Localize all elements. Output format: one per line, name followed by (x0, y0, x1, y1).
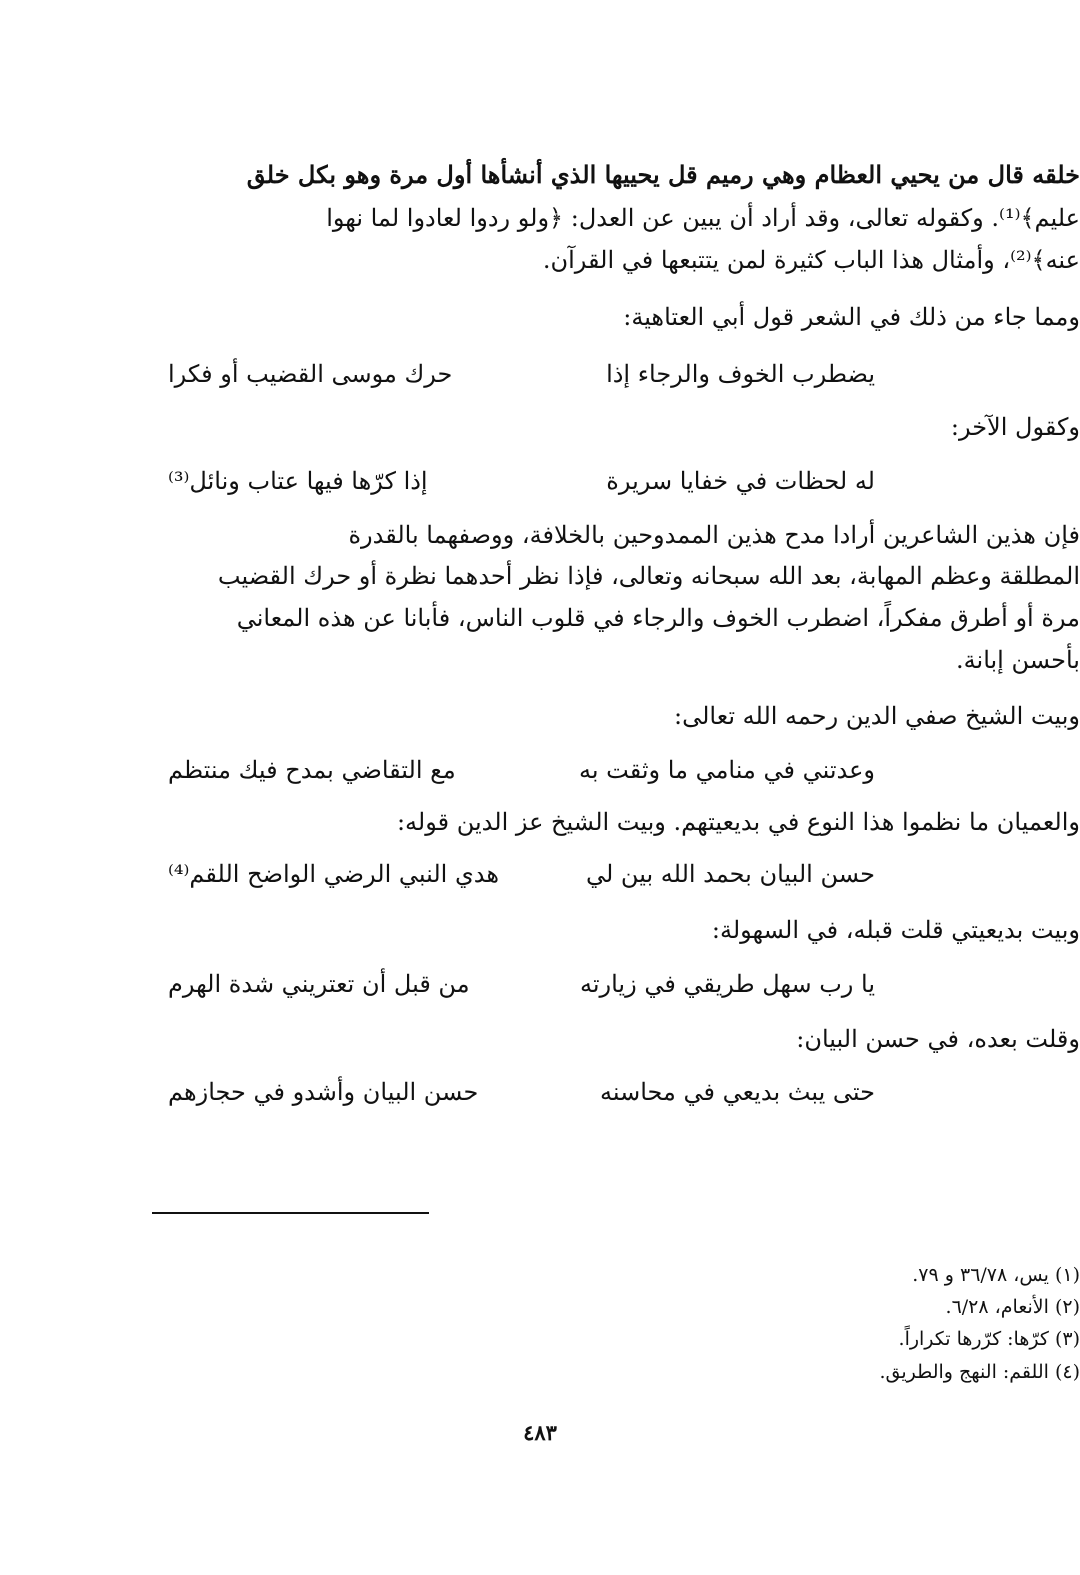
verse-first-hemistich: حسن البيان بحمد الله بين لي (585, 860, 875, 888)
verse-intro: والعميان ما نظموا هذا النوع في بديعيتهم. وبيت الشيخ عز الدين قوله: (396, 808, 1080, 836)
footnote: (٣) كرّها: كرّرها تكراراً. (898, 1328, 1080, 1350)
verse-intro: ومما جاء من ذلك في الشعر قول أبي العتاهية: (623, 303, 1080, 331)
paragraph-line: عليم﴾⁽¹⁾. وكقوله تعالى، وقد أراد أن يبين عن العدل: ﴿ولو ردوا لعادوا لما نهوا (326, 204, 1080, 232)
verse-intro: وبيت الشيخ صفي الدين رحمه الله تعالى: (674, 702, 1080, 730)
verse-intro: وقلت بعده، في حسن البيان: (796, 1025, 1080, 1053)
footnote: (٤) اللقم: النهج والطريق. (879, 1361, 1080, 1383)
verse-first-hemistich: له لحظات في خفايا سريرة (606, 467, 875, 495)
verse-first-hemistich: وعدتني في منامي ما وثقت به (578, 756, 875, 784)
verse-intro: وبيت بديعيتي قلت قبله، في السهولة: (711, 916, 1080, 944)
verse-second-hemistich: حسن البيان وأشدو في حجازهم (168, 1078, 479, 1106)
verse-second-hemistich: إذا كرّها فيها عتاب ونائل⁽³⁾ (168, 467, 428, 495)
paragraph-line: مرة أو أطرق مفكراً، اضطرب الخوف والرجاء في قلوب الناس، فأبانا عن هذه المعاني (236, 604, 1080, 632)
paragraph-line: فإن هذين الشاعرين أرادا مدح هذين الممدوحين بالخلافة، ووصفهما بالقدرة (348, 521, 1080, 549)
verse-second-hemistich: من قبل أن تعتريني شدة الهرم (168, 970, 470, 998)
paragraph-line: خلقه قال من يحيي العظام وهي رميم قل يحييها الذي أنشأها أول مرة وهو بكل خلق (246, 160, 1080, 189)
verse-first-hemistich: يا رب سهل طريقي في زيارته (579, 970, 875, 998)
footnote: (١) يس، ٣٦/٧٨ و ٧٩. (912, 1264, 1080, 1286)
verse-second-hemistich: مع التقاضي بمدح فيك منتظم (168, 756, 456, 784)
verse-second-hemistich: هدي النبي الرضي الواضح اللقم⁽⁴⁾ (168, 860, 500, 888)
verse-first-hemistich: يضطرب الخوف والرجاء إذا (606, 360, 875, 388)
paragraph-line: بأحسن إبانة. (956, 646, 1080, 674)
verse-first-hemistich: حتى يبث بديعي في محاسنه (600, 1078, 875, 1106)
verse-intro: وكقول الآخر: (950, 413, 1080, 441)
footnote: (٢) الأنعام، ٦/٢٨. (945, 1296, 1080, 1318)
footnote-separator (152, 1212, 429, 1214)
paragraph-line: المطلقة وعظم المهابة، بعد الله سبحانه وتعالى، فإذا نظر أحدهما نظرة أو حرك القضيب (217, 562, 1080, 590)
verse-second-hemistich: حرك موسى القضيب أو فكرا (168, 360, 453, 388)
paragraph-line: عنه﴾⁽²⁾، وأمثال هذا الباب كثيرة لمن يتتبعها في القرآن. (542, 246, 1080, 274)
page-number: ٤٨٣ (523, 1420, 557, 1445)
